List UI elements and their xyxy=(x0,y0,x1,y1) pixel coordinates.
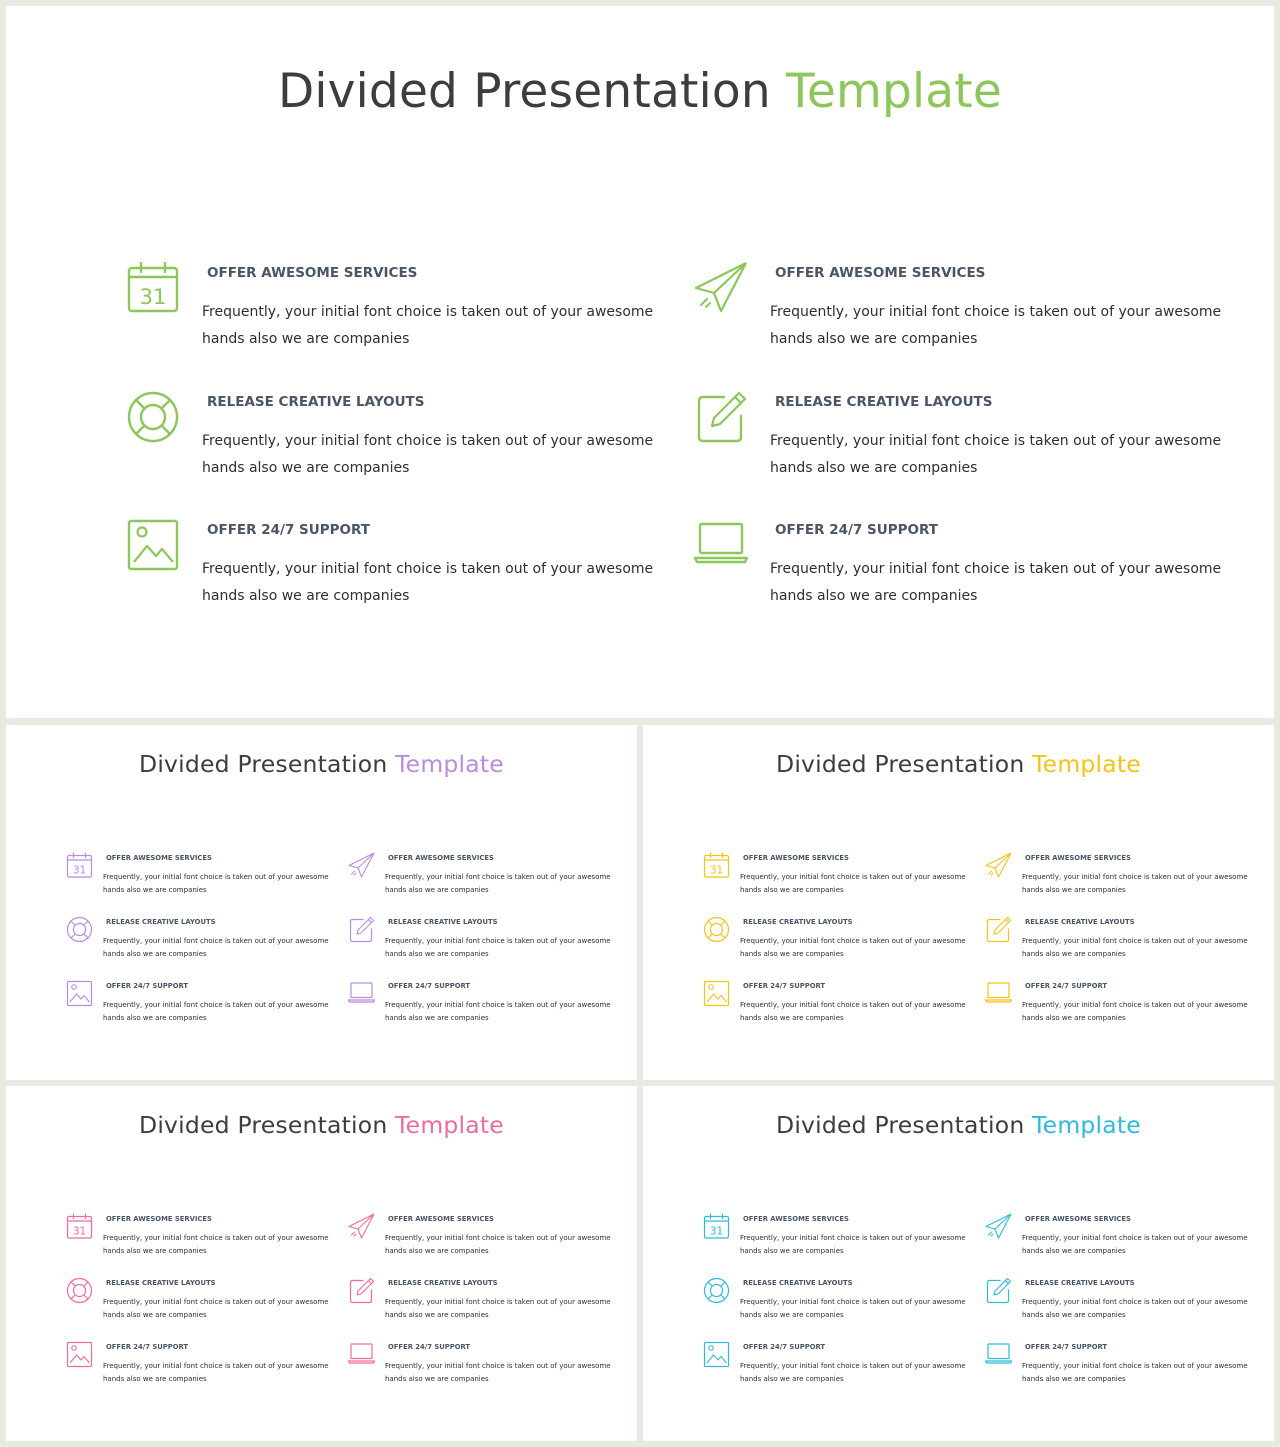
description-line: Frequently, your initial font choice is taken out of your awesome xyxy=(770,561,1222,577)
feature-description xyxy=(770,556,1221,610)
feature-item xyxy=(694,518,1222,628)
description-line: hands also we are companies xyxy=(740,1311,844,1319)
description-line: hands also we are companies xyxy=(385,950,489,958)
title-main: Divided Presentation xyxy=(776,1111,1025,1139)
slide-4 xyxy=(6,1086,637,1441)
image-icon xyxy=(66,980,93,1007)
description-line: Frequently, your initial font choice is taken out of your awesome xyxy=(385,937,611,945)
feature-description xyxy=(103,871,329,897)
description-line: hands also we are companies xyxy=(1022,1014,1126,1022)
description-line: hands also we are companies xyxy=(103,950,207,958)
title-accent: Template xyxy=(395,1111,504,1139)
feature-title: OFFER 24/7 SUPPORT xyxy=(775,522,938,538)
feature-title: OFFER 24/7 SUPPORT xyxy=(388,982,471,990)
description-line: Frequently, your initial font choice is taken out of your awesome xyxy=(1022,1001,1248,1009)
feature-title: RELEASE CREATIVE LAYOUTS xyxy=(1025,1279,1135,1287)
edit-icon xyxy=(985,1277,1012,1304)
calendar-icon xyxy=(703,1213,730,1240)
feature-title: OFFER AWESOME SERVICES xyxy=(106,854,212,862)
feature-title: RELEASE CREATIVE LAYOUTS xyxy=(388,1279,498,1287)
feature-title: OFFER 24/7 SUPPORT xyxy=(207,522,370,538)
feature-title: OFFER 24/7 SUPPORT xyxy=(106,982,189,990)
feature-title: RELEASE CREATIVE LAYOUTS xyxy=(106,1279,216,1287)
feature-item xyxy=(694,261,1222,371)
feature-description xyxy=(740,935,966,961)
feature-item xyxy=(126,518,654,628)
svg-text:31: 31 xyxy=(709,1225,724,1238)
feature-title: OFFER 24/7 SUPPORT xyxy=(106,1343,189,1351)
feature-title: RELEASE CREATIVE LAYOUTS xyxy=(775,394,993,410)
feature-description xyxy=(385,999,611,1025)
description-line: hands also we are companies xyxy=(740,1247,844,1255)
feature-description xyxy=(1022,1296,1248,1322)
description-line: hands also we are companies xyxy=(740,886,844,894)
feature-description xyxy=(202,428,653,482)
description-line: Frequently, your initial font choice is taken out of your awesome xyxy=(103,937,329,945)
feature-item xyxy=(703,980,966,1035)
laptop-icon xyxy=(985,980,1012,1007)
life-ring-icon xyxy=(126,390,180,444)
feature-item xyxy=(985,1341,1248,1396)
description-line: Frequently, your initial font choice is taken out of your awesome xyxy=(385,1001,611,1009)
description-line: hands also we are companies xyxy=(103,1247,207,1255)
image-icon xyxy=(703,1341,730,1368)
laptop-icon xyxy=(348,980,375,1007)
feature-item xyxy=(66,916,329,971)
feature-description xyxy=(740,1360,966,1386)
edit-icon xyxy=(348,916,375,943)
feature-description xyxy=(103,1296,329,1322)
paper-plane-icon xyxy=(694,261,748,315)
calendar-icon xyxy=(66,852,93,879)
life-ring-icon xyxy=(66,1277,93,1304)
feature-description xyxy=(740,999,966,1025)
slide-5 xyxy=(643,1086,1274,1441)
slide-title xyxy=(6,1111,637,1139)
svg-text:31: 31 xyxy=(709,864,724,877)
feature-title: OFFER AWESOME SERVICES xyxy=(106,1215,212,1223)
description-line: hands also we are companies xyxy=(103,1311,207,1319)
feature-title: OFFER AWESOME SERVICES xyxy=(1025,854,1131,862)
feature-item xyxy=(126,261,654,371)
description-line: Frequently, your initial font choice is taken out of your awesome xyxy=(103,1234,329,1242)
description-line: hands also we are companies xyxy=(202,460,410,476)
title-main: Divided Presentation xyxy=(139,1111,388,1139)
description-line: Frequently, your initial font choice is taken out of your awesome xyxy=(103,1362,329,1370)
description-line: Frequently, your initial font choice is taken out of your awesome xyxy=(103,1001,329,1009)
feature-title: OFFER AWESOME SERVICES xyxy=(207,265,418,281)
feature-item xyxy=(703,852,966,907)
description-line: hands also we are companies xyxy=(202,588,410,604)
feature-title: OFFER 24/7 SUPPORT xyxy=(743,982,826,990)
calendar-icon xyxy=(703,852,730,879)
feature-description xyxy=(770,428,1221,482)
slide-2 xyxy=(6,725,637,1080)
feature-title: OFFER AWESOME SERVICES xyxy=(775,265,986,281)
calendar-icon xyxy=(126,261,180,315)
title-main: Divided Presentation xyxy=(776,750,1025,778)
life-ring-icon xyxy=(66,916,93,943)
description-line: hands also we are companies xyxy=(385,1014,489,1022)
description-line: hands also we are companies xyxy=(740,1375,844,1383)
feature-item xyxy=(985,980,1248,1035)
feature-item xyxy=(126,390,654,500)
feature-item xyxy=(66,1213,329,1268)
description-line: hands also we are companies xyxy=(1022,1247,1126,1255)
feature-description xyxy=(740,1296,966,1322)
description-line: hands also we are companies xyxy=(740,950,844,958)
feature-item xyxy=(348,980,611,1035)
feature-title: RELEASE CREATIVE LAYOUTS xyxy=(743,1279,853,1287)
title-main: Divided Presentation xyxy=(139,750,388,778)
feature-item xyxy=(703,916,966,971)
title-accent: Template xyxy=(785,64,1003,119)
feature-description xyxy=(385,1296,611,1322)
description-line: Frequently, your initial font choice is taken out of your awesome xyxy=(740,937,966,945)
feature-item xyxy=(348,1341,611,1396)
feature-description xyxy=(202,299,653,353)
description-line: hands also we are companies xyxy=(1022,1311,1126,1319)
feature-title: OFFER AWESOME SERVICES xyxy=(1025,1215,1131,1223)
description-line: hands also we are companies xyxy=(770,588,978,604)
description-line: hands also we are companies xyxy=(770,460,978,476)
description-line: Frequently, your initial font choice is taken out of your awesome xyxy=(740,1234,966,1242)
feature-item xyxy=(703,1213,966,1268)
feature-item xyxy=(694,390,1222,500)
slide-1 xyxy=(6,6,1274,718)
svg-text:31: 31 xyxy=(139,285,167,309)
description-line: Frequently, your initial font choice is taken out of your awesome xyxy=(385,1362,611,1370)
feature-title: RELEASE CREATIVE LAYOUTS xyxy=(106,918,216,926)
laptop-icon xyxy=(985,1341,1012,1368)
feature-description xyxy=(202,556,653,610)
slide-title xyxy=(643,750,1274,778)
description-line: Frequently, your initial font choice is taken out of your awesome xyxy=(1022,873,1248,881)
paper-plane-icon xyxy=(985,852,1012,879)
feature-title: OFFER AWESOME SERVICES xyxy=(743,1215,849,1223)
title-accent: Template xyxy=(395,750,504,778)
feature-description xyxy=(740,1232,966,1258)
description-line: hands also we are companies xyxy=(103,1014,207,1022)
slide-title xyxy=(643,1111,1274,1139)
slide-3 xyxy=(643,725,1274,1080)
feature-description xyxy=(1022,999,1248,1025)
feature-description xyxy=(103,1232,329,1258)
feature-item xyxy=(66,1341,329,1396)
feature-description xyxy=(103,935,329,961)
description-line: Frequently, your initial font choice is taken out of your awesome xyxy=(770,304,1222,320)
description-line: Frequently, your initial font choice is taken out of your awesome xyxy=(770,433,1222,449)
edit-icon xyxy=(694,390,748,444)
description-line: Frequently, your initial font choice is taken out of your awesome xyxy=(1022,1234,1248,1242)
description-line: Frequently, your initial font choice is taken out of your awesome xyxy=(740,1362,966,1370)
feature-item xyxy=(66,980,329,1035)
slide-title xyxy=(6,750,637,778)
feature-title: RELEASE CREATIVE LAYOUTS xyxy=(743,918,853,926)
life-ring-icon xyxy=(703,1277,730,1304)
feature-description xyxy=(1022,1232,1248,1258)
feature-description xyxy=(1022,871,1248,897)
description-line: hands also we are companies xyxy=(770,331,978,347)
description-line: hands also we are companies xyxy=(103,886,207,894)
feature-description xyxy=(385,935,611,961)
description-line: Frequently, your initial font choice is taken out of your awesome xyxy=(1022,1298,1248,1306)
feature-description xyxy=(103,999,329,1025)
feature-title: OFFER 24/7 SUPPORT xyxy=(388,1343,471,1351)
feature-description xyxy=(385,1232,611,1258)
feature-item xyxy=(985,852,1248,907)
feature-item xyxy=(348,916,611,971)
feature-item xyxy=(985,1213,1248,1268)
description-line: Frequently, your initial font choice is taken out of your awesome xyxy=(202,561,654,577)
image-icon xyxy=(66,1341,93,1368)
description-line: Frequently, your initial font choice is taken out of your awesome xyxy=(202,433,654,449)
feature-description xyxy=(103,1360,329,1386)
feature-title: RELEASE CREATIVE LAYOUTS xyxy=(388,918,498,926)
description-line: Frequently, your initial font choice is taken out of your awesome xyxy=(740,873,966,881)
laptop-icon xyxy=(348,1341,375,1368)
edit-icon xyxy=(348,1277,375,1304)
feature-title: OFFER AWESOME SERVICES xyxy=(743,854,849,862)
feature-title: OFFER AWESOME SERVICES xyxy=(388,854,494,862)
feature-title: OFFER AWESOME SERVICES xyxy=(388,1215,494,1223)
feature-description xyxy=(385,871,611,897)
description-line: Frequently, your initial font choice is taken out of your awesome xyxy=(103,873,329,881)
description-line: Frequently, your initial font choice is taken out of your awesome xyxy=(385,873,611,881)
feature-title: OFFER 24/7 SUPPORT xyxy=(743,1343,826,1351)
svg-text:31: 31 xyxy=(72,864,87,877)
feature-item xyxy=(348,852,611,907)
description-line: Frequently, your initial font choice is taken out of your awesome xyxy=(385,1234,611,1242)
svg-text:31: 31 xyxy=(72,1225,87,1238)
feature-description xyxy=(770,299,1221,353)
description-line: hands also we are companies xyxy=(202,331,410,347)
description-line: Frequently, your initial font choice is taken out of your awesome xyxy=(740,1298,966,1306)
description-line: hands also we are companies xyxy=(385,886,489,894)
description-line: Frequently, your initial font choice is taken out of your awesome xyxy=(1022,937,1248,945)
title-accent: Template xyxy=(1032,750,1141,778)
description-line: hands also we are companies xyxy=(1022,1375,1126,1383)
paper-plane-icon xyxy=(348,852,375,879)
feature-description xyxy=(1022,935,1248,961)
feature-title: OFFER 24/7 SUPPORT xyxy=(1025,982,1108,990)
title-accent: Template xyxy=(1032,1111,1141,1139)
feature-description xyxy=(1022,1360,1248,1386)
description-line: Frequently, your initial font choice is taken out of your awesome xyxy=(103,1298,329,1306)
feature-title: RELEASE CREATIVE LAYOUTS xyxy=(1025,918,1135,926)
description-line: Frequently, your initial font choice is taken out of your awesome xyxy=(740,1001,966,1009)
description-line: hands also we are companies xyxy=(385,1247,489,1255)
paper-plane-icon xyxy=(348,1213,375,1240)
description-line: Frequently, your initial font choice is taken out of your awesome xyxy=(202,304,654,320)
feature-title: OFFER 24/7 SUPPORT xyxy=(1025,1343,1108,1351)
description-line: hands also we are companies xyxy=(103,1375,207,1383)
edit-icon xyxy=(985,916,1012,943)
life-ring-icon xyxy=(703,916,730,943)
description-line: hands also we are companies xyxy=(385,1375,489,1383)
feature-title: RELEASE CREATIVE LAYOUTS xyxy=(207,394,425,410)
feature-description xyxy=(385,1360,611,1386)
feature-item xyxy=(66,1277,329,1332)
paper-plane-icon xyxy=(985,1213,1012,1240)
image-icon xyxy=(126,518,180,572)
calendar-icon xyxy=(66,1213,93,1240)
description-line: Frequently, your initial font choice is taken out of your awesome xyxy=(385,1298,611,1306)
feature-item xyxy=(985,1277,1248,1332)
description-line: hands also we are companies xyxy=(385,1311,489,1319)
feature-description xyxy=(740,871,966,897)
slide-title xyxy=(6,64,1274,119)
image-icon xyxy=(703,980,730,1007)
feature-item xyxy=(66,852,329,907)
description-line: hands also we are companies xyxy=(740,1014,844,1022)
laptop-icon xyxy=(694,518,748,572)
feature-item xyxy=(703,1277,966,1332)
description-line: hands also we are companies xyxy=(1022,950,1126,958)
feature-item xyxy=(348,1213,611,1268)
feature-item xyxy=(985,916,1248,971)
description-line: hands also we are companies xyxy=(1022,886,1126,894)
feature-item xyxy=(703,1341,966,1396)
feature-item xyxy=(348,1277,611,1332)
description-line: Frequently, your initial font choice is taken out of your awesome xyxy=(1022,1362,1248,1370)
title-main: Divided Presentation xyxy=(277,64,771,119)
